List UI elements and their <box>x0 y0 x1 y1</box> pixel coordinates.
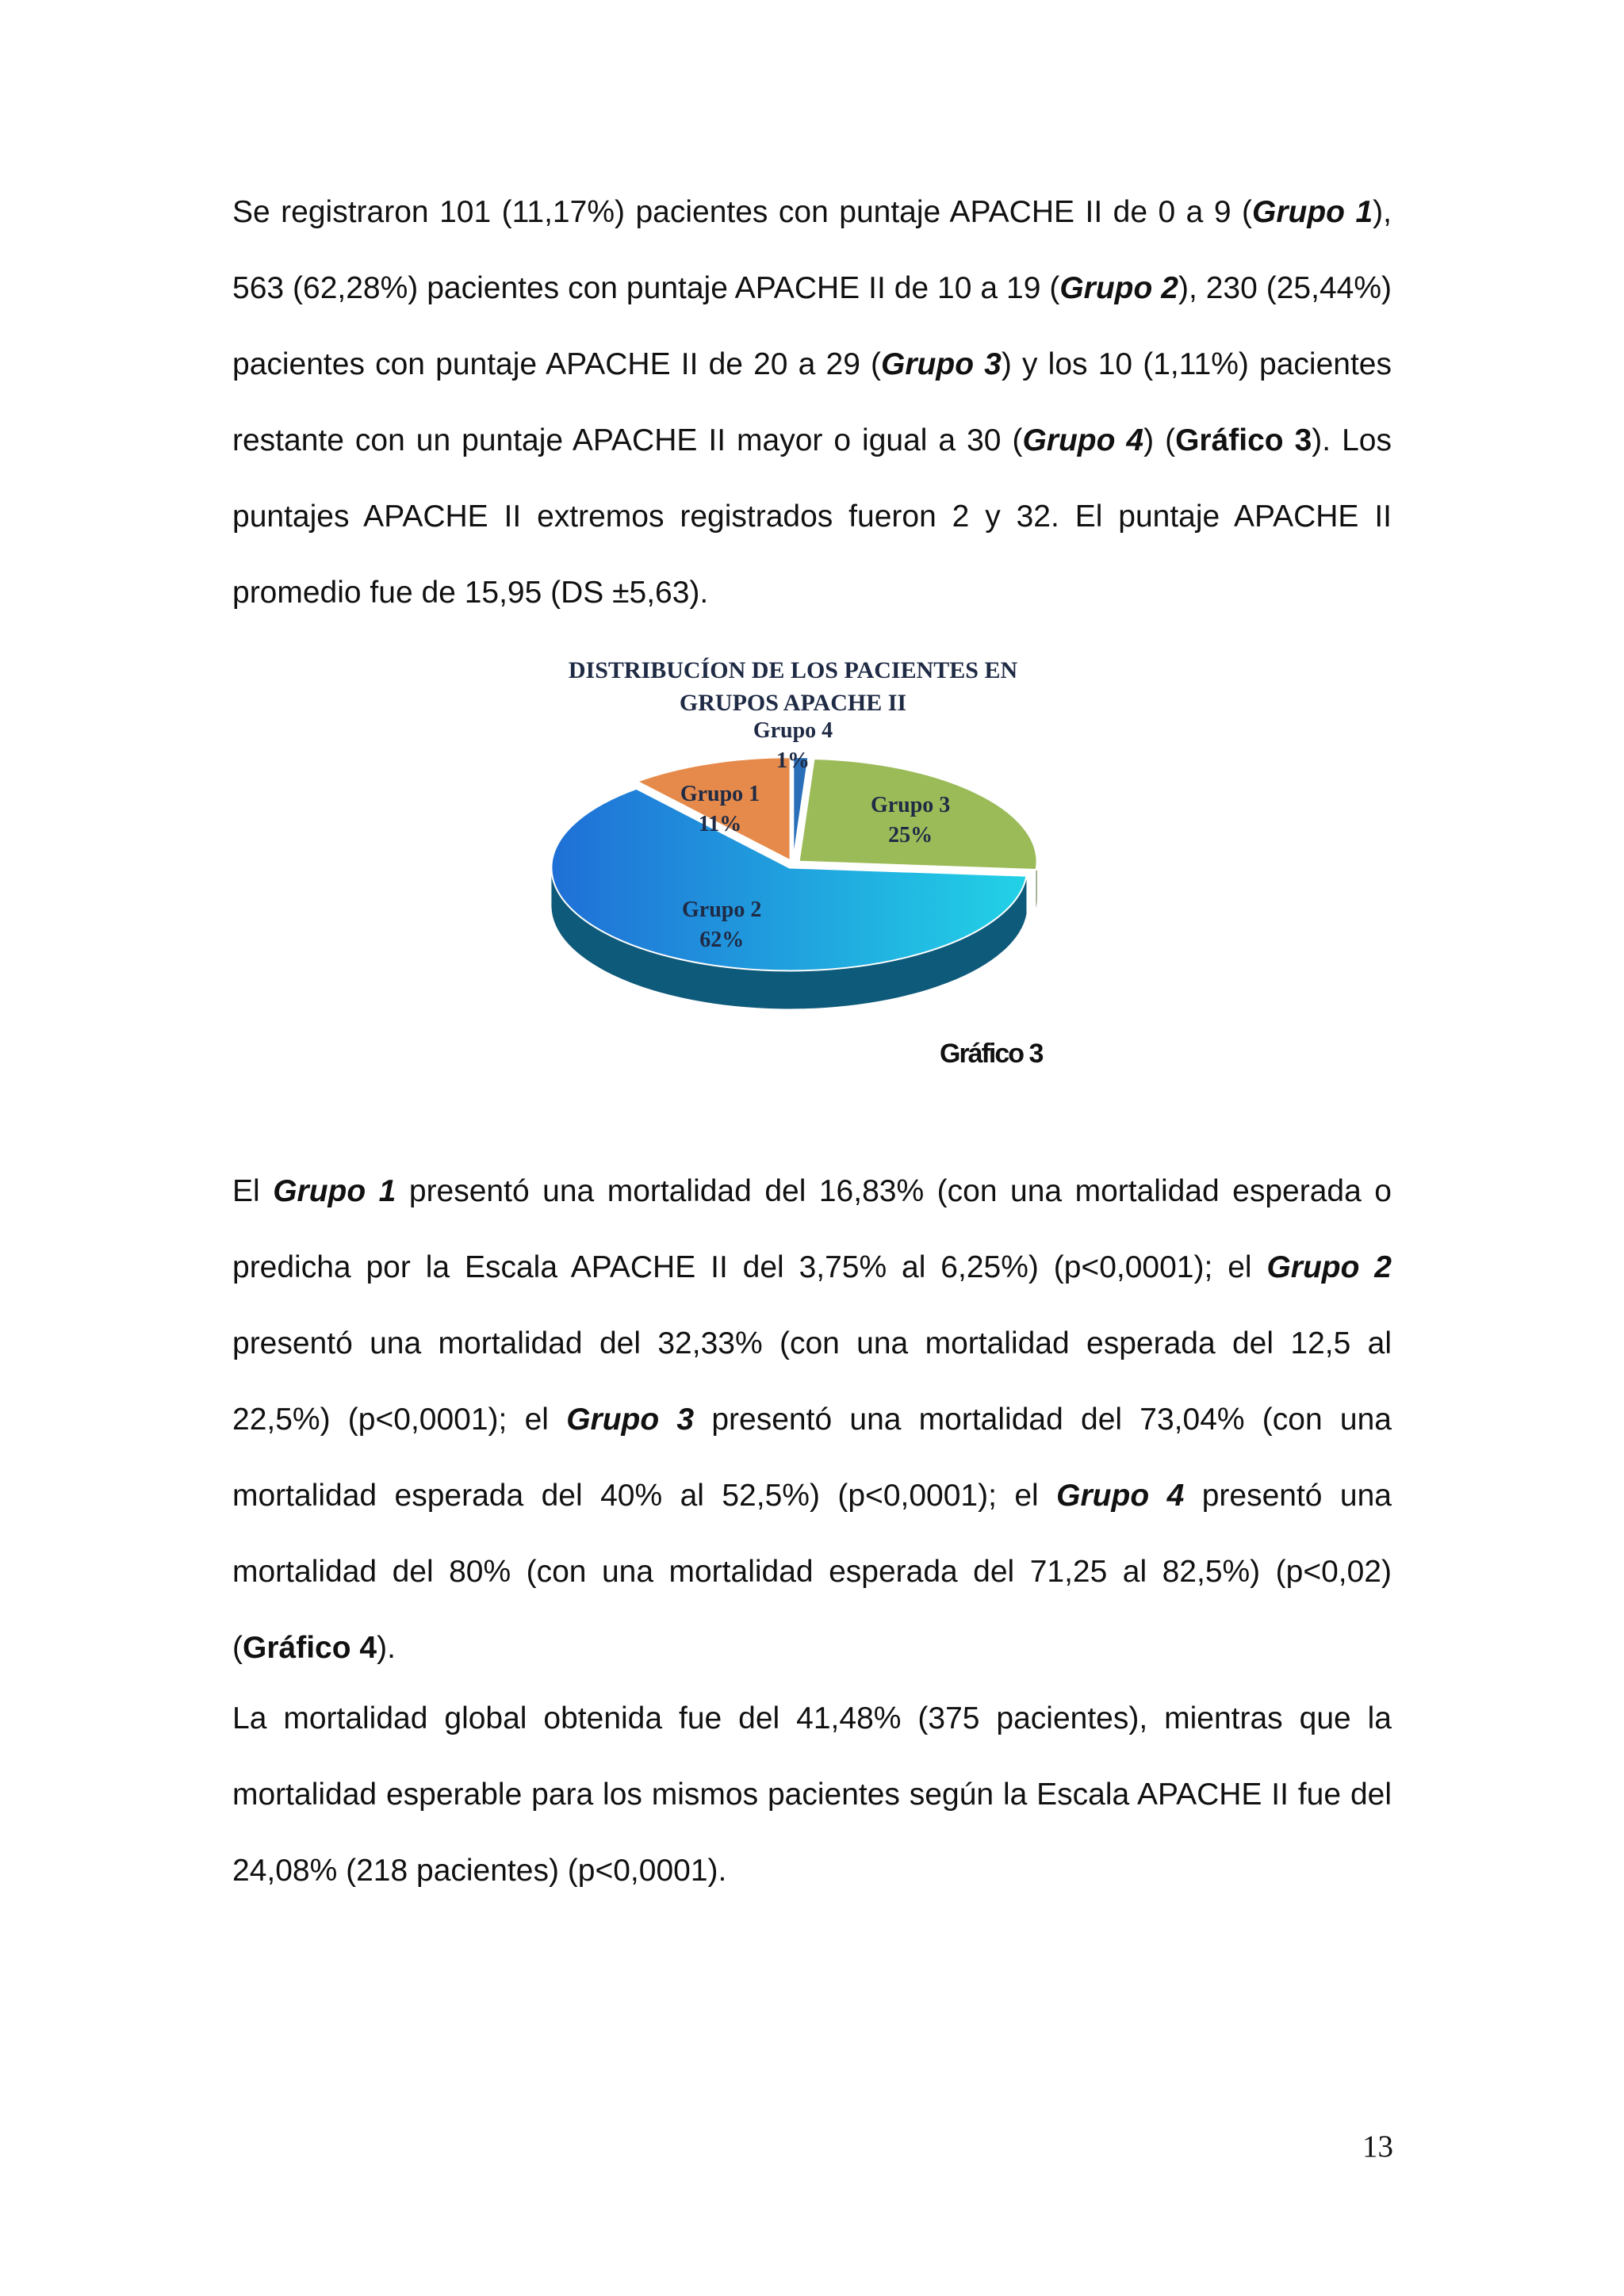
slice-name-label: Grupo 1 <box>680 782 760 806</box>
paragraph-group-mortality <box>232 1154 1392 1686</box>
bold-text: Gráfico 4 <box>243 1631 377 1665</box>
emphasis-text: Grupo 2 <box>1266 1250 1392 1284</box>
text-run: ) ( <box>1143 423 1176 457</box>
emphasis-text: Grupo 1 <box>273 1174 396 1208</box>
text-run: ). <box>377 1631 396 1665</box>
emphasis-text: Grupo 2 <box>1059 271 1178 305</box>
page-number: 13 <box>1362 2130 1393 2164</box>
emphasis-text: Grupo 3 <box>566 1402 695 1437</box>
emphasis-text: Grupo 1 <box>1252 195 1373 229</box>
text-run: ) y los 10 (1,11%) pacientes restante con un puntaje APACHE II mayor o igual a 30 ( <box>232 347 1392 457</box>
slice-value-label: 25% <box>888 822 933 848</box>
text-run: presentó una mortalidad del 73,04% (con una mortalidad esperada del 40% al 52,5%) (p<0,0001); el <box>232 1402 1392 1513</box>
text-run: presentó una mortalidad del 80% (con una mortalidad esperada del 71,25 al 82,5%) (p<0,02) ( <box>232 1479 1392 1665</box>
text-run: presentó una mortalidad del 16,83% (con una mortalidad esperada o predicha por la Escala APACHE II del 3,75% al 6,25%) (p<0,0001); el <box>232 1174 1392 1284</box>
slice-name-label: Grupo 3 <box>870 792 951 817</box>
slice-name-label: Grupo 4 <box>753 718 833 743</box>
text-run: El <box>232 1174 274 1208</box>
emphasis-text: Grupo 4 <box>1022 423 1144 457</box>
paragraph-apache-groups <box>232 174 1392 631</box>
pie-chart-apache-groups <box>508 650 1078 1094</box>
slice-name-label: Grupo 2 <box>682 897 762 923</box>
text-run: ). Los puntajes APACHE II extremos registrados fueron 2 y 32. El puntaje APACHE II promedio fue de 15,95 (DS ±5,63). <box>232 423 1392 610</box>
chart-title-line2: GRUPOS APACHE II <box>679 690 907 716</box>
slice-value-label: 11% <box>698 812 742 836</box>
bold-text: Gráfico 3 <box>1175 423 1312 457</box>
emphasis-text: Grupo 3 <box>881 347 1002 381</box>
text-run: ), 230 (25,44%) pacientes con puntaje APACHE II de 20 a 29 ( <box>232 271 1392 381</box>
text-run: La mortalidad global obtenida fue del 41,48% (375 pacientes), mientras que la mortalidad esperable para los mismos pacientes según la Escala APACHE II fue del 24,08% (218 pacientes) (p<0,0001). <box>232 1701 1392 1888</box>
paragraph-global-mortality <box>232 1681 1392 1909</box>
slice-value-label: 1% <box>776 748 810 773</box>
slice-value-label: 62% <box>699 928 745 953</box>
emphasis-text: Grupo 4 <box>1056 1479 1185 1513</box>
chart-caption: Gráfico 3 <box>940 1039 1043 1069</box>
chart-title-line1: DISTRIBUCÍON DE LOS PACIENTES EN <box>568 657 1018 683</box>
text-run: Se registraron 101 (11,17%) pacientes con puntaje APACHE II de 0 a 9 ( <box>232 195 1253 229</box>
text-run: presentó una mortalidad del 32,33% (con una mortalidad esperada del 12,5 al 22,5%) (p<0,0001); el <box>232 1326 1392 1437</box>
text-run: ), 563 (62,28%) pacientes con puntaje APACHE II de 10 a 19 ( <box>232 195 1392 305</box>
